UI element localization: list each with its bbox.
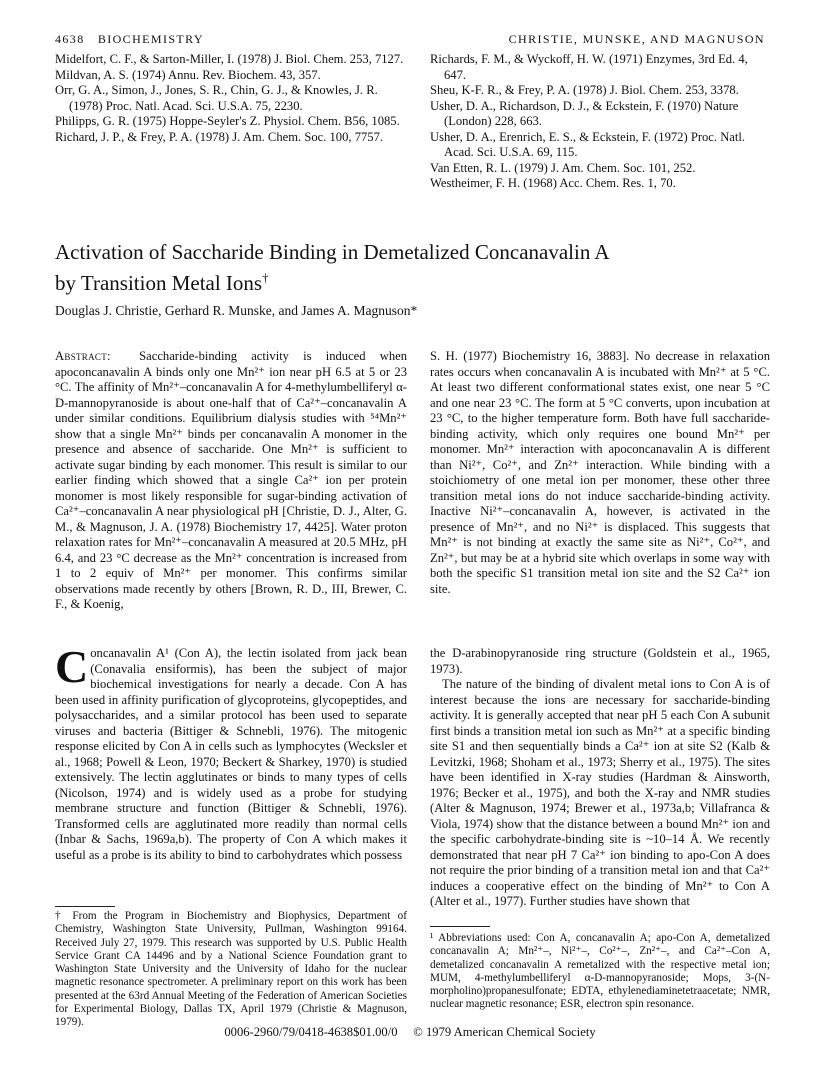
copyright: © 1979 American Chemical Society xyxy=(413,1025,596,1039)
abstract-text: Saccharide-binding activity is induced when apoconcanavalin A binds only one Mn²⁺ ion near pH 6.5 at 5 or 23 °C. The affinity of Mn²⁺–concanavalin A for 4-methylumbelliferyl α-D-mannopyranoside is about one-half that of Ca²⁺–concanavalin A under similar conditions. Equilibrium dialysis studies with ⁵⁴Mn²⁺ show that a single Mn²⁺ binds per concanavalin A monomer in the presence and absence of saccharide. One Mn²⁺ is sufficient to activate sugar binding by each monomer. This result is similar to our earlier finding which showed that a single Ca²⁺ ion per protein monomer is most likely responsible for sugar-binding activation of Ca²⁺–concanavalin A near physiological pH [Christie, D. J., Alter, G. M., & Magnuson, J. A. (1978) Biochemistry 17, 4425]. Water proton relaxation rates for Mn²⁺–concanavalin A measured at 20.5 MHz, pH 6.4, and 23 °C decrease as the Mn²⁺ concentration is increased from 1 to 2 equiv of Mn²⁺ per monomer. This confirms similar observations made recently by others [Brown, R. D., III, Brewer, C. F., & Koenig, xyxy=(55,349,408,611)
body-paragraph: oncanavalin A¹ (Con A), the lectin isolated from jack bean (Conavalia ensiformis), has been the subject of major biochemical investigations for nearly a decade. Con A has been used in affinity purification of glycoproteins, glycopeptides, and polysaccharides, and a similar protocol has been used to separate viruses and bacteria (Bittiger & Schnebli, 1976). The mitogenic response elicited by Con A in cells such as lymphocytes (Wecksler et al., 1968; Powell & Leon, 1970; Beckert & Sharkey, 1970) is studied extensively. The lectin agglutinates or binds to many types of cells (Nicolson, 1974) and is widely used as a probe for studying membrane structure and function (Bittiger & Schnebli, 1976). Transformed cells are agglutinated more readily than normal cells (Inbar & Sachs, 1969a,b). The property of Con A which makes it useful as a probe is its ability to bind to carbohydrates which possess xyxy=(55,646,407,862)
abstract-label: Abstract: xyxy=(55,349,111,363)
reference-item: Usher, D. A., Erenrich, E. S., & Eckstein, F. (1972) Proc. Natl. Acad. Sci. U.S.A. 69, 115. xyxy=(430,129,746,159)
body-paragraph: the D-arabinopyranoside ring structure (Goldstein et al., 1965, 1973). xyxy=(430,646,770,676)
running-header-authors: CHRISTIE, MUNSKE, AND MAGNUSON xyxy=(508,32,765,46)
abstract-text-continued: S. H. (1977) Biochemistry 16, 3883]. No decrease in relaxation rates occurs when concanavalin A is incubated with Mn²⁺ at 5 °C. At least two different conformational states exist, one near 5 °C and one near 23 °C. The form at 5 °C converts, upon incubation at 23 °C, to the higher temperature form. Both have full saccharide-binding activity, which only requires one bound Mn²⁺ per monomer. Mn²⁺ interaction with apoconcanavalin A is different than Ni²⁺, Co²⁺, and Zn²⁺ interaction. While binding with a stoichiometry of one metal ion per monomer, these other three transition metal ions do not induce saccharide-binding activity. Inactive Ni²⁺–concanavalin A, however, is activated in the presence of Mn²⁺, and no Ni²⁺ is displaced. This suggests that Mn²⁺ is not binding at exactly the same site as Ni²⁺, Co²⁺, and Zn²⁺, but may be at a hybrid site which overlaps in some way with both the specific S1 transition metal ion site and the S2 Ca²⁺ ion site. xyxy=(430,349,770,596)
body-right xyxy=(430,646,770,910)
reference-item: Philipps, G. R. (1975) Hoppe-Seyler's Z. Physiol. Chem. B56, 1085. xyxy=(55,114,400,128)
title-line-2: by Transition Metal Ions xyxy=(55,271,263,295)
reference-item: Orr, G. A., Simon, J., Jones, S. R., Chin, G. J., & Knowles, J. R. (1978) Proc. Natl. Acad. Sci. U.S.A. 75, 2230. xyxy=(55,83,378,113)
page-number: 4638 xyxy=(55,32,85,46)
abstract-right xyxy=(430,349,770,597)
reference-item: Richard, J. P., & Frey, P. A. (1978) J. Am. Chem. Soc. 100, 7757. xyxy=(55,129,384,144)
page-footer xyxy=(0,1025,820,1040)
body-paragraph: The nature of the binding of divalent metal ions to Con A is of interest because the ions are necessary for saccharide-binding activity. It is generally accepted that near pH 5 each Con A subunit first binds a transition metal ion such as Mn²⁺ at a specific binding site S1 and then sequentially binds a Ca²⁺ ion at site S2 (Kalb & Levitzki, 1968; Shoham et al., 1973; Sherry et al., 1975). The sites have been identified in X-ray studies (Hardman & Ainsworth, 1976; Becker et al., 1975), and both the X-ray and NMR studies (Alter & Magnuson, 1974; Brewer et al., 1973a,b; Villafranca & Viola, 1974) show that the distance between a bound Mn²⁺ ion and the specific carbohydrate-binding site is ~10–14 Å. We recently demonstrated that near pH 7 Ca²⁺ ion binding to apo-Con A does not require the prior binding of a transition metal ion and that Ca²⁺ induces a cooperative effect on the binding of Mn²⁺ to Con A (Alter et al., 1977). Further studies have shown that xyxy=(430,677,770,908)
reference-item: Sheu, K-F. R., & Frey, P. A. (1978) J. Biol. Chem. 253, 3378. xyxy=(430,83,739,97)
title-footnote-mark: † xyxy=(262,270,269,285)
reference-item: Van Etten, R. L. (1979) J. Am. Chem. Soc. 101, 252. xyxy=(430,160,696,175)
publication-code: 0006-2960/79/0418-4638$01.00/0 xyxy=(224,1025,398,1039)
title-line-1: Activation of Saccharide Binding in Demetalized Concanavalin A xyxy=(55,240,610,264)
drop-cap: C xyxy=(55,641,89,692)
author-list: Douglas J. Christie, Gerhard R. Munske, and James A. Magnuson* xyxy=(55,303,418,318)
footnote-affiliation: † From the Program in Biochemistry and Biophysics, Department of Chemistry, Washington State University, Pullman, Washington 99164. Received July 27, 1979. This research was supported by U.S. Public Health Service Grant CA 14496 and by a National Science Foundation grant to Washington State University and the University of Idaho for the nuclear magnetic resonance spectrometer. A preliminary report on this work has been presented at the 63rd Annual Meeting of the Federation of American Societies for Experimental Biology, Dallas TX, April 1979 (Christie & Magnuson, 1979). xyxy=(55,910,407,1029)
reference-item: Mildvan, A. S. (1974) Annu. Rev. Biochem. 43, 357. xyxy=(55,67,321,82)
article-title xyxy=(55,239,755,296)
footnote-abbreviations: ¹ Abbreviations used: Con A, concanavalin A; apo-Con A, demetalized concanavalin A; Mn²⁺–, Ni²⁺–, Co²⁺–, Zn²⁺–, and Ca²⁺–Con A, demetalized concanavalin A remetalized with the respective metal ion; MUM, 4-methylumbelliferyl α-D-mannopyranoside; Mops, 3-(N-morpholino)propanesulfonate; EDTA, ethylenediaminetetraacetate; NMR, nuclear magnetic resonance; ESR, electron spin resonance. xyxy=(430,932,770,1011)
reference-item: Midelfort, C. F., & Sarton-Miller, I. (1978) J. Biol. Chem. 253, 7127. xyxy=(55,52,404,66)
footnote-rule xyxy=(430,926,490,927)
journal-name: BIOCHEMISTRY xyxy=(97,32,204,46)
reference-item: Richards, F. M., & Wyckoff, H. W. (1971) Enzymes, 3rd Ed. 4, 647. xyxy=(430,52,748,82)
abstract-left xyxy=(55,349,407,613)
references-right xyxy=(430,52,770,192)
reference-item: Westheimer, F. H. (1968) Acc. Chem. Res. 1, 70. xyxy=(430,176,676,190)
footnote-rule xyxy=(55,906,115,907)
body-left xyxy=(55,641,407,863)
references-left xyxy=(55,52,407,145)
running-header-left xyxy=(55,32,204,47)
reference-item: Usher, D. A., Richardson, D. J., & Eckstein, F. (1970) Nature (London) 228, 663. xyxy=(430,98,739,128)
